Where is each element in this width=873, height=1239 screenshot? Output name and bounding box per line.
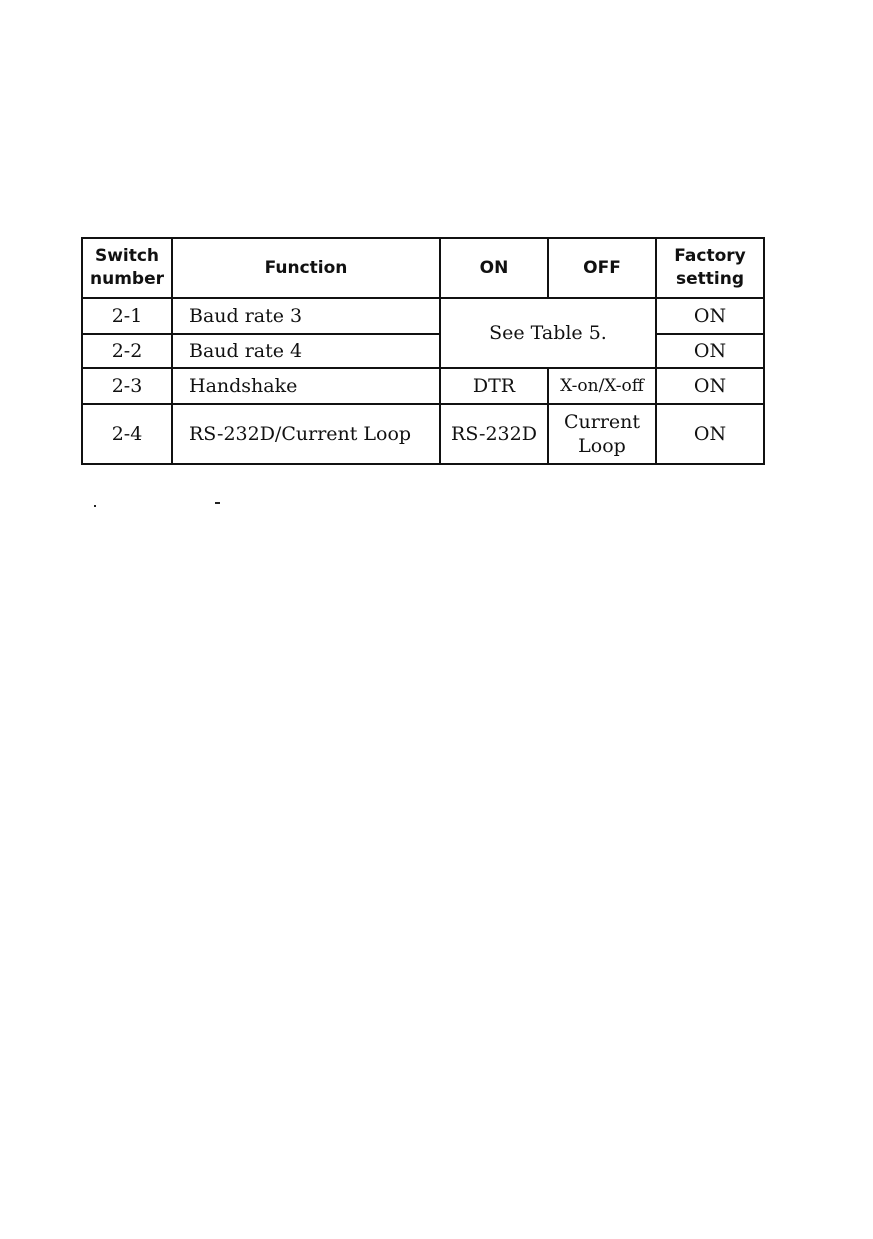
switch-number-cell: 2-1: [82, 298, 172, 334]
scan-dash: [215, 502, 220, 504]
switch-number-cell: 2-2: [82, 334, 172, 368]
function-cell: Handshake: [172, 368, 440, 404]
scan-speck: [94, 505, 96, 507]
off-cell: Current Loop: [548, 404, 656, 464]
table-header-row: [82, 238, 764, 298]
switch-number-cell: 2-4: [82, 404, 172, 464]
function-cell: RS-232D/Current Loop: [172, 404, 440, 464]
see-table-note: See Table 5.: [440, 298, 656, 368]
table-row: [82, 404, 764, 464]
factory-setting-cell: ON: [656, 298, 764, 334]
switch-settings-table: [81, 237, 765, 465]
header-off: OFF: [548, 238, 656, 298]
header-switch-number: Switch number: [82, 238, 172, 298]
factory-setting-cell: ON: [656, 368, 764, 404]
header-factory-setting: Factory setting: [656, 238, 764, 298]
function-cell: Baud rate 4: [172, 334, 440, 368]
off-cell: X-on/X-off: [548, 368, 656, 404]
on-cell: RS-232D: [440, 404, 548, 464]
factory-setting-cell: ON: [656, 334, 764, 368]
switch-number-cell: 2-3: [82, 368, 172, 404]
factory-setting-cell: ON: [656, 404, 764, 464]
header-on: ON: [440, 238, 548, 298]
on-cell: DTR: [440, 368, 548, 404]
function-cell: Baud rate 3: [172, 298, 440, 334]
table-row: [82, 368, 764, 404]
header-function: Function: [172, 238, 440, 298]
table-row: [82, 298, 764, 334]
table-row: [82, 334, 764, 368]
